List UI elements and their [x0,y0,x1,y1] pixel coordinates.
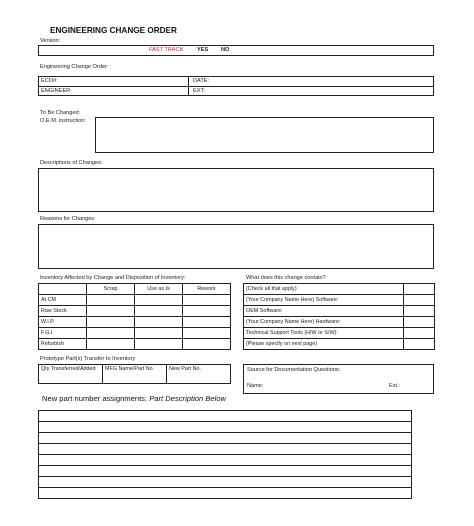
inventory-row-label: Refurbish [39,339,87,350]
table-row [244,317,435,328]
check-cell[interactable] [404,295,435,306]
new-part-heading [42,394,226,403]
table-cell[interactable] [183,317,231,328]
source-label: Source for Documentation Questions: [247,367,341,373]
table-row [244,295,435,306]
table-row [39,365,231,384]
contains-item: Technical Support Tools (H/W or S/W): [244,328,404,339]
table-cell[interactable] [135,328,183,339]
version-label: Version: [40,38,61,44]
table-cell[interactable] [135,339,183,350]
to-be-changed-label: To Be Changed: [40,110,81,116]
no-option[interactable]: NO [221,47,230,53]
table-row [39,295,231,306]
oem-instruction-label: O.E.M. instruction: [40,118,87,124]
table-cell[interactable] [87,339,135,350]
table-cell[interactable] [87,328,135,339]
contains-item: (Please specify on next page) [244,339,404,350]
prototype-table [38,364,231,384]
contains-item: (Your Company Name Here) Hardware: [244,317,404,328]
table-cell[interactable] [87,295,135,306]
check-cell[interactable] [404,306,435,317]
table-row [39,317,231,328]
inventory-table [38,283,231,350]
table-row [39,306,231,317]
eco-section-label: Engineering Change Order: [40,64,109,70]
new-part-heading-text: New part number assignments: [42,394,148,403]
contains-table [243,283,435,350]
inventory-row-label: At CM [39,295,87,306]
contains-item: OEM Software: [244,306,404,317]
inventory-header-use-as-is: Use as Is [135,284,183,295]
descriptions-field[interactable] [38,168,434,212]
oem-instruction-field[interactable] [95,117,434,153]
inventory-row-label: W.I.P. [39,317,87,328]
part-description-note: Part Description Below [149,394,227,403]
check-cell[interactable] [404,339,435,350]
page-title: ENGINEERING CHANGE ORDER [50,26,177,35]
check-cell[interactable] [404,317,435,328]
check-cell[interactable] [404,328,435,339]
inventory-label: Inventory Affected by Change and Disposition of Inventory: [40,275,186,281]
table-row [244,339,435,350]
proto-header-qty: Qty Transferred/Added [39,365,103,384]
contains-item: (Your Company Name Here) Software: [244,295,404,306]
table-cell[interactable] [183,339,231,350]
table-cell[interactable] [183,295,231,306]
table-cell[interactable] [135,295,183,306]
yes-option[interactable]: YES [197,47,209,53]
table-row [244,328,435,339]
engineer-field[interactable]: ENGINEER: [41,88,72,94]
inventory-header-rework: Rework [183,284,231,295]
fast-track-label: FAST TRACK [149,47,184,53]
table-cell[interactable] [183,306,231,317]
inventory-header-blank [39,284,87,295]
reasons-label: Reasons for Changes: [40,216,96,222]
proto-header-mfg: MFG Name/Part No. [103,365,167,384]
table-row [39,328,231,339]
table-row [244,284,435,295]
reasons-field[interactable] [38,224,434,269]
proto-header-new-part: New Part No. [167,365,231,384]
table-cell[interactable] [87,317,135,328]
contains-item: (Check all that apply) [244,284,404,295]
name-field[interactable]: Name: [247,383,264,389]
inventory-row-label: Raw Stock [39,306,87,317]
prototype-label: Prototype Part(s) Transfer to Inventory [40,356,136,362]
table-row [39,339,231,350]
table-cell[interactable] [183,328,231,339]
table-cell[interactable] [135,306,183,317]
table-row [244,306,435,317]
date-field[interactable]: DATE: [193,78,210,84]
ext-field-2[interactable]: Ext.: [389,383,401,389]
version-field[interactable] [38,45,434,56]
eco-number-field[interactable]: ECO#: [41,78,58,84]
table-cell[interactable] [87,306,135,317]
inventory-row-label: F.G.I. [39,328,87,339]
table-row [39,284,231,295]
table-cell[interactable] [135,317,183,328]
descriptions-label: Descriptions of Changes: [40,160,103,166]
ext-field[interactable]: EXT: [193,88,205,94]
inventory-header-scrap: Scrap [87,284,135,295]
check-cell[interactable] [404,284,435,295]
contains-label: What does this change contain? [246,275,326,281]
